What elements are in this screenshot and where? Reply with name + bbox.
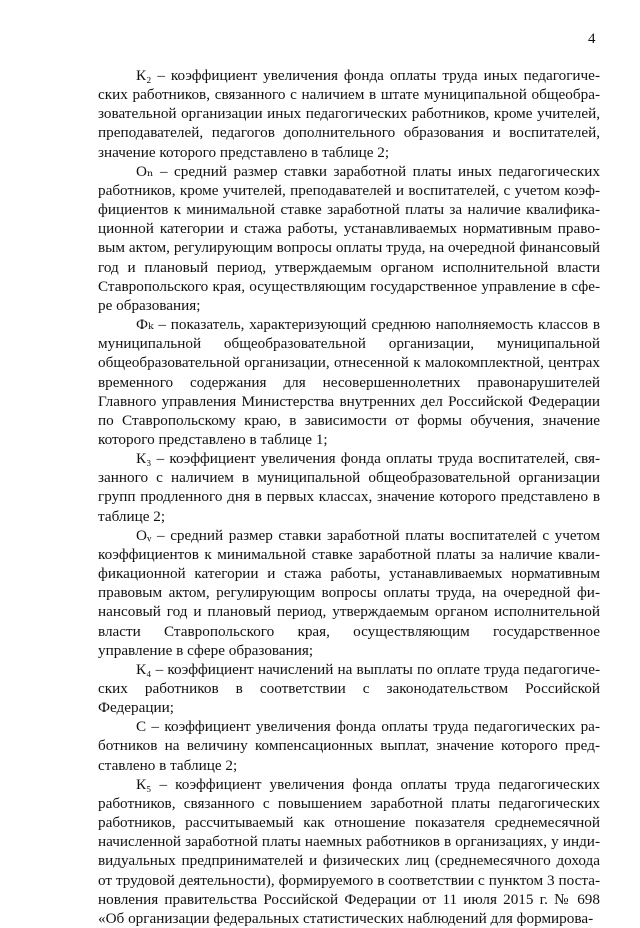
document-body [98,66,600,928]
page-number: 4 [588,31,596,47]
paragraph-k2: К₂ – коэффициент увеличения фонда оплаты труда иных педагогических работников, связанного с наличием в штате муниципальной общеобразовательной организации иных педагогических работников, кроме учителей, преподавателей, педагогов дополнительного образования и воспитателей, значение которого представлено в таблице 2; [98,67,600,161]
paragraph-k3: К₃ – коэффициент увеличения фонда оплаты труда воспитателей, связанного с наличием в муниципальной общеобразовательной организации групп продленного дня в первых классах, значение которого представлено в таблице 2; [98,450,600,525]
paragraph-k4: К₄ – коэффициент начислений на выплаты по оплате труда педагогических работников в соответствии с законодательством Российской Федерации; [98,660,600,717]
paragraph-fk: Фₖ – показатель, характеризующий среднюю наполняемость классов в муниципальной общеобразовательной организации, муниципальной общеобразовательной организации, отнесенной к малокомплектной, центрах временного содержания для несовершеннолетних правонарушителей Главного управления Министерства внутренних дел Российской Федерации по Ставропольскому краю, в зависимости от формы обучения, значение которого представлено в таблице 1; [98,316,600,448]
paragraph-c: С – коэффициент увеличения фонда оплаты труда педагогических работников на величину компенсационных выплат, значение которого представлено в таблице 2; [98,718,600,774]
paragraph-op: Оₙ – средний размер ставки заработной платы иных педагогических работников, кроме учителей, преподавателей и воспитателей, с учетом коэффициентов к минимальной ставке заработной платы за наличие квалификационной категории и стажа работы, устанавливаемых нормативным правовым актом, регулирующим вопросы оплаты труда, на очередной финансовый год и плановый период, утверждаемым органом исполнительной власти Ставропольского края, осуществляющим государственное управление в сфере образования; [98,162,600,314]
paragraph-k5: К₅ – коэффициент увеличения фонда оплаты труда педагогических работников, связанного с повышением заработной платы педагогических работников, рассчитываемый как отношение показателя среднемесячной начисленной заработной платы наемных работников в организациях, у индивидуальных предпринимателей и физических лиц (среднемесячного дохода от трудовой деятельности), формируемого в соответствии с пунктом 3 постановления правительства Российской Федерации от 11 июля 2015 г. № 698 «Об организации федеральных статистических наблюдений для формирова- [98,775,600,927]
paragraph-ov: Оᵥ – средний размер ставки заработной платы воспитателей с учетом коэффициентов к минимальной ставке заработной платы за наличие квалификационной категории и стажа работы, устанавливаемых нормативным правовым актом, регулирующим вопросы оплаты труда, на очередной финансовый год и плановый период, утверждаемым органом исполнительной власти Ставропольского края, осуществляющим государственное управление в сфере образования; [98,526,600,659]
